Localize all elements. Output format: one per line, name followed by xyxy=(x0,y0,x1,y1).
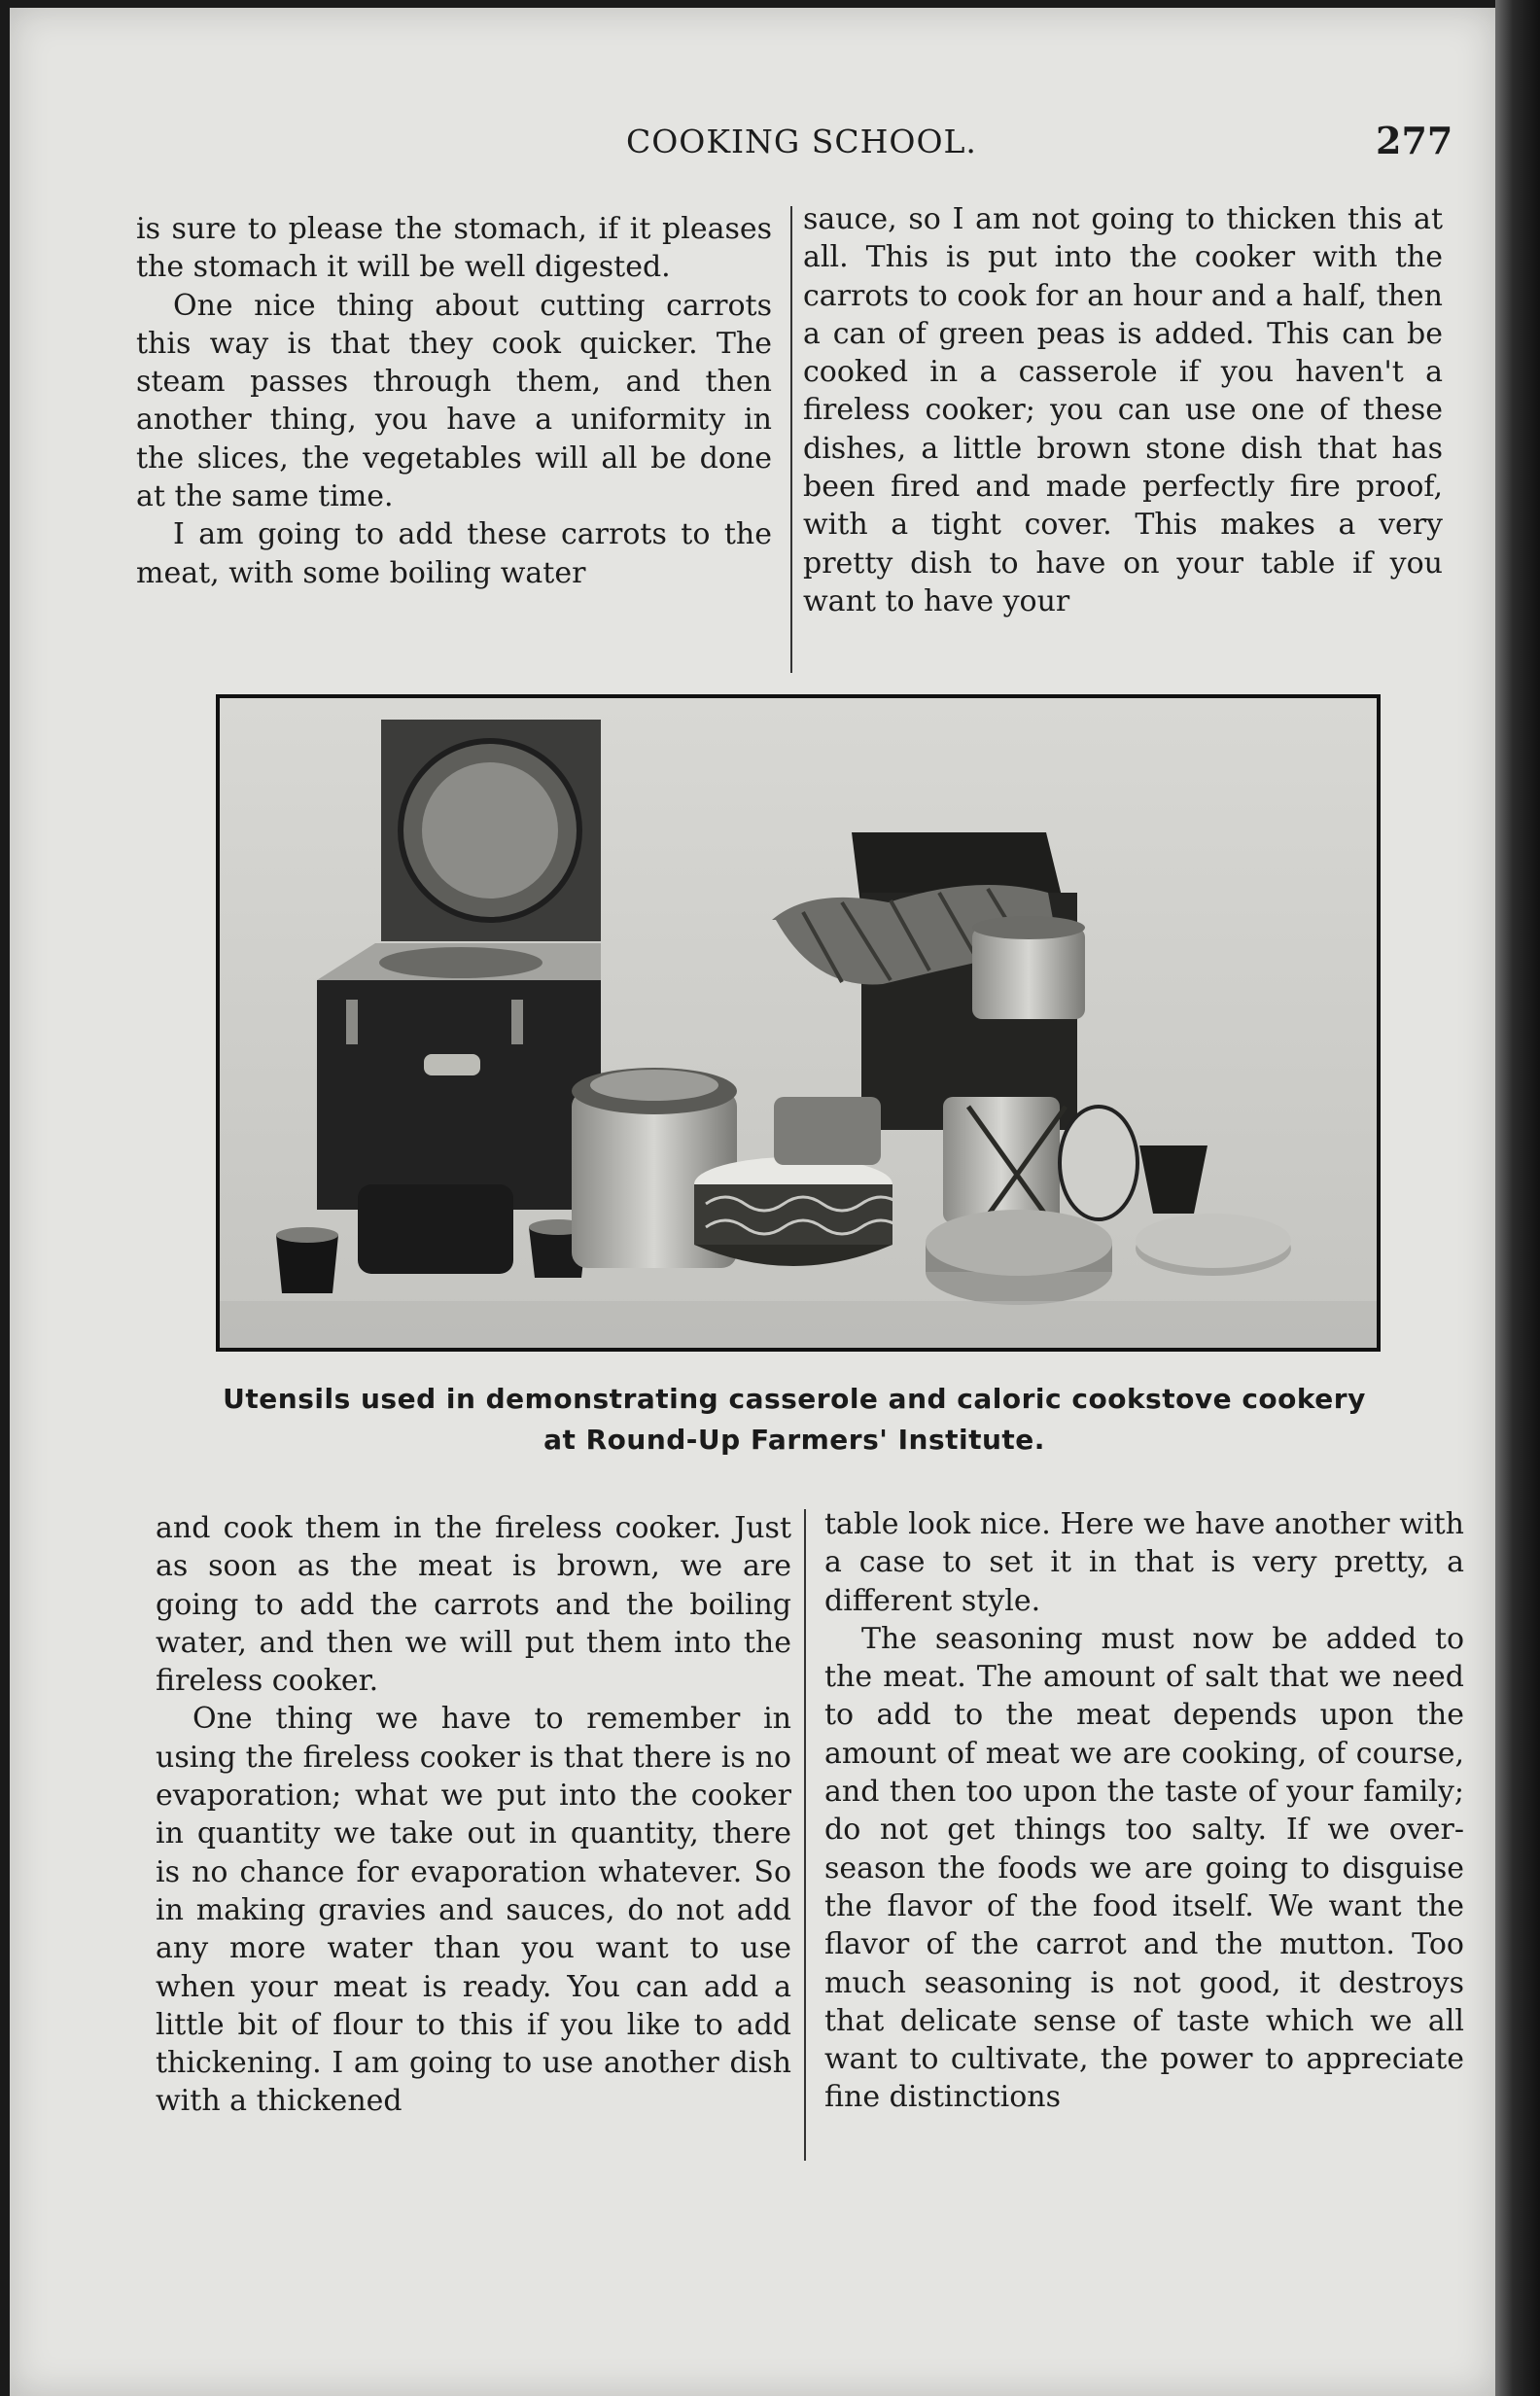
paragraph: sauce, so I am not going to thicken this at all. This is put into the cooker with the carrots to cook for an hour and a half, then a can of green peas is added. This can be cooked in a casserole if you haven't a fireless cooker; you can use one of these dishes, a little brown stone dish that has been fired and made perfectly fire proof, with a tight cover. This makes a very pretty dish to have on your table if you want to have your xyxy=(803,202,1443,618)
text-column-bottom-right xyxy=(824,1505,1464,2117)
page-number: 277 xyxy=(1376,119,1453,162)
paragraph: is sure to please the stomach, if it pleases the stomach it will be well digested. xyxy=(136,212,772,285)
paragraph: The seasoning must now be added to the meat. The amount of salt that we need to add to the meat depends upon the amount of meat we are cooking, of course, and then too upon the taste of your family; do not get things too salty. If we over-season the foods we are going to disguise the flavor of the food itself. We want the flavor of the carrot and the mutton. Too much seasoning is not good, it destroys that delicate sense of taste which we all want to cultivate, the power to appreciate fine distinctions xyxy=(824,1621,1464,2115)
column-divider xyxy=(804,1509,806,2161)
paragraph: I am going to add these carrots to the meat, with some boiling water xyxy=(136,517,772,590)
utensils-illustration xyxy=(220,698,1377,1348)
paragraph: One thing we have to remember in using the fireless cooker is that there is no evaporation; what we put into the cooker in quantity we take out in quantity, there is no chance for evaporation whatever. So in making gravies and sauces, do not add any more water than you want to use when your meat is ready. You can add a little bit of flour to this if you like to add thickening. I am going to use another dish with a thickened xyxy=(156,1702,791,2119)
page-binding-edge xyxy=(1495,0,1540,2396)
paragraph: One nice thing about cutting carrots this way is that they cook quicker. The steam passes through them, and then another thing, you have a uniformity in the slices, the vegetables will all be done at the same time. xyxy=(136,288,772,514)
text-column-top-left xyxy=(136,210,772,592)
text-column-top-right xyxy=(803,200,1443,620)
paragraph: table look nice. Here we have another with a case to set it in that is very pretty, a different style. xyxy=(824,1507,1464,1618)
running-head: COOKING SCHOOL. xyxy=(626,123,977,160)
figure-caption xyxy=(136,1379,1452,1461)
text-column-bottom-left xyxy=(156,1509,791,2121)
caption-line: at Round-Up Farmers' Institute. xyxy=(543,1424,1045,1456)
column-divider xyxy=(790,206,792,673)
utensils-photograph xyxy=(216,694,1381,1352)
caption-line: Utensils used in demonstrating casserole and caloric cookstove cookery xyxy=(223,1383,1366,1415)
paragraph: and cook them in the fireless cooker. Just as soon as the meat is brown, we are going to add the carrots and the boiling water, and then we will put them into the fireless cooker. xyxy=(156,1511,791,1699)
